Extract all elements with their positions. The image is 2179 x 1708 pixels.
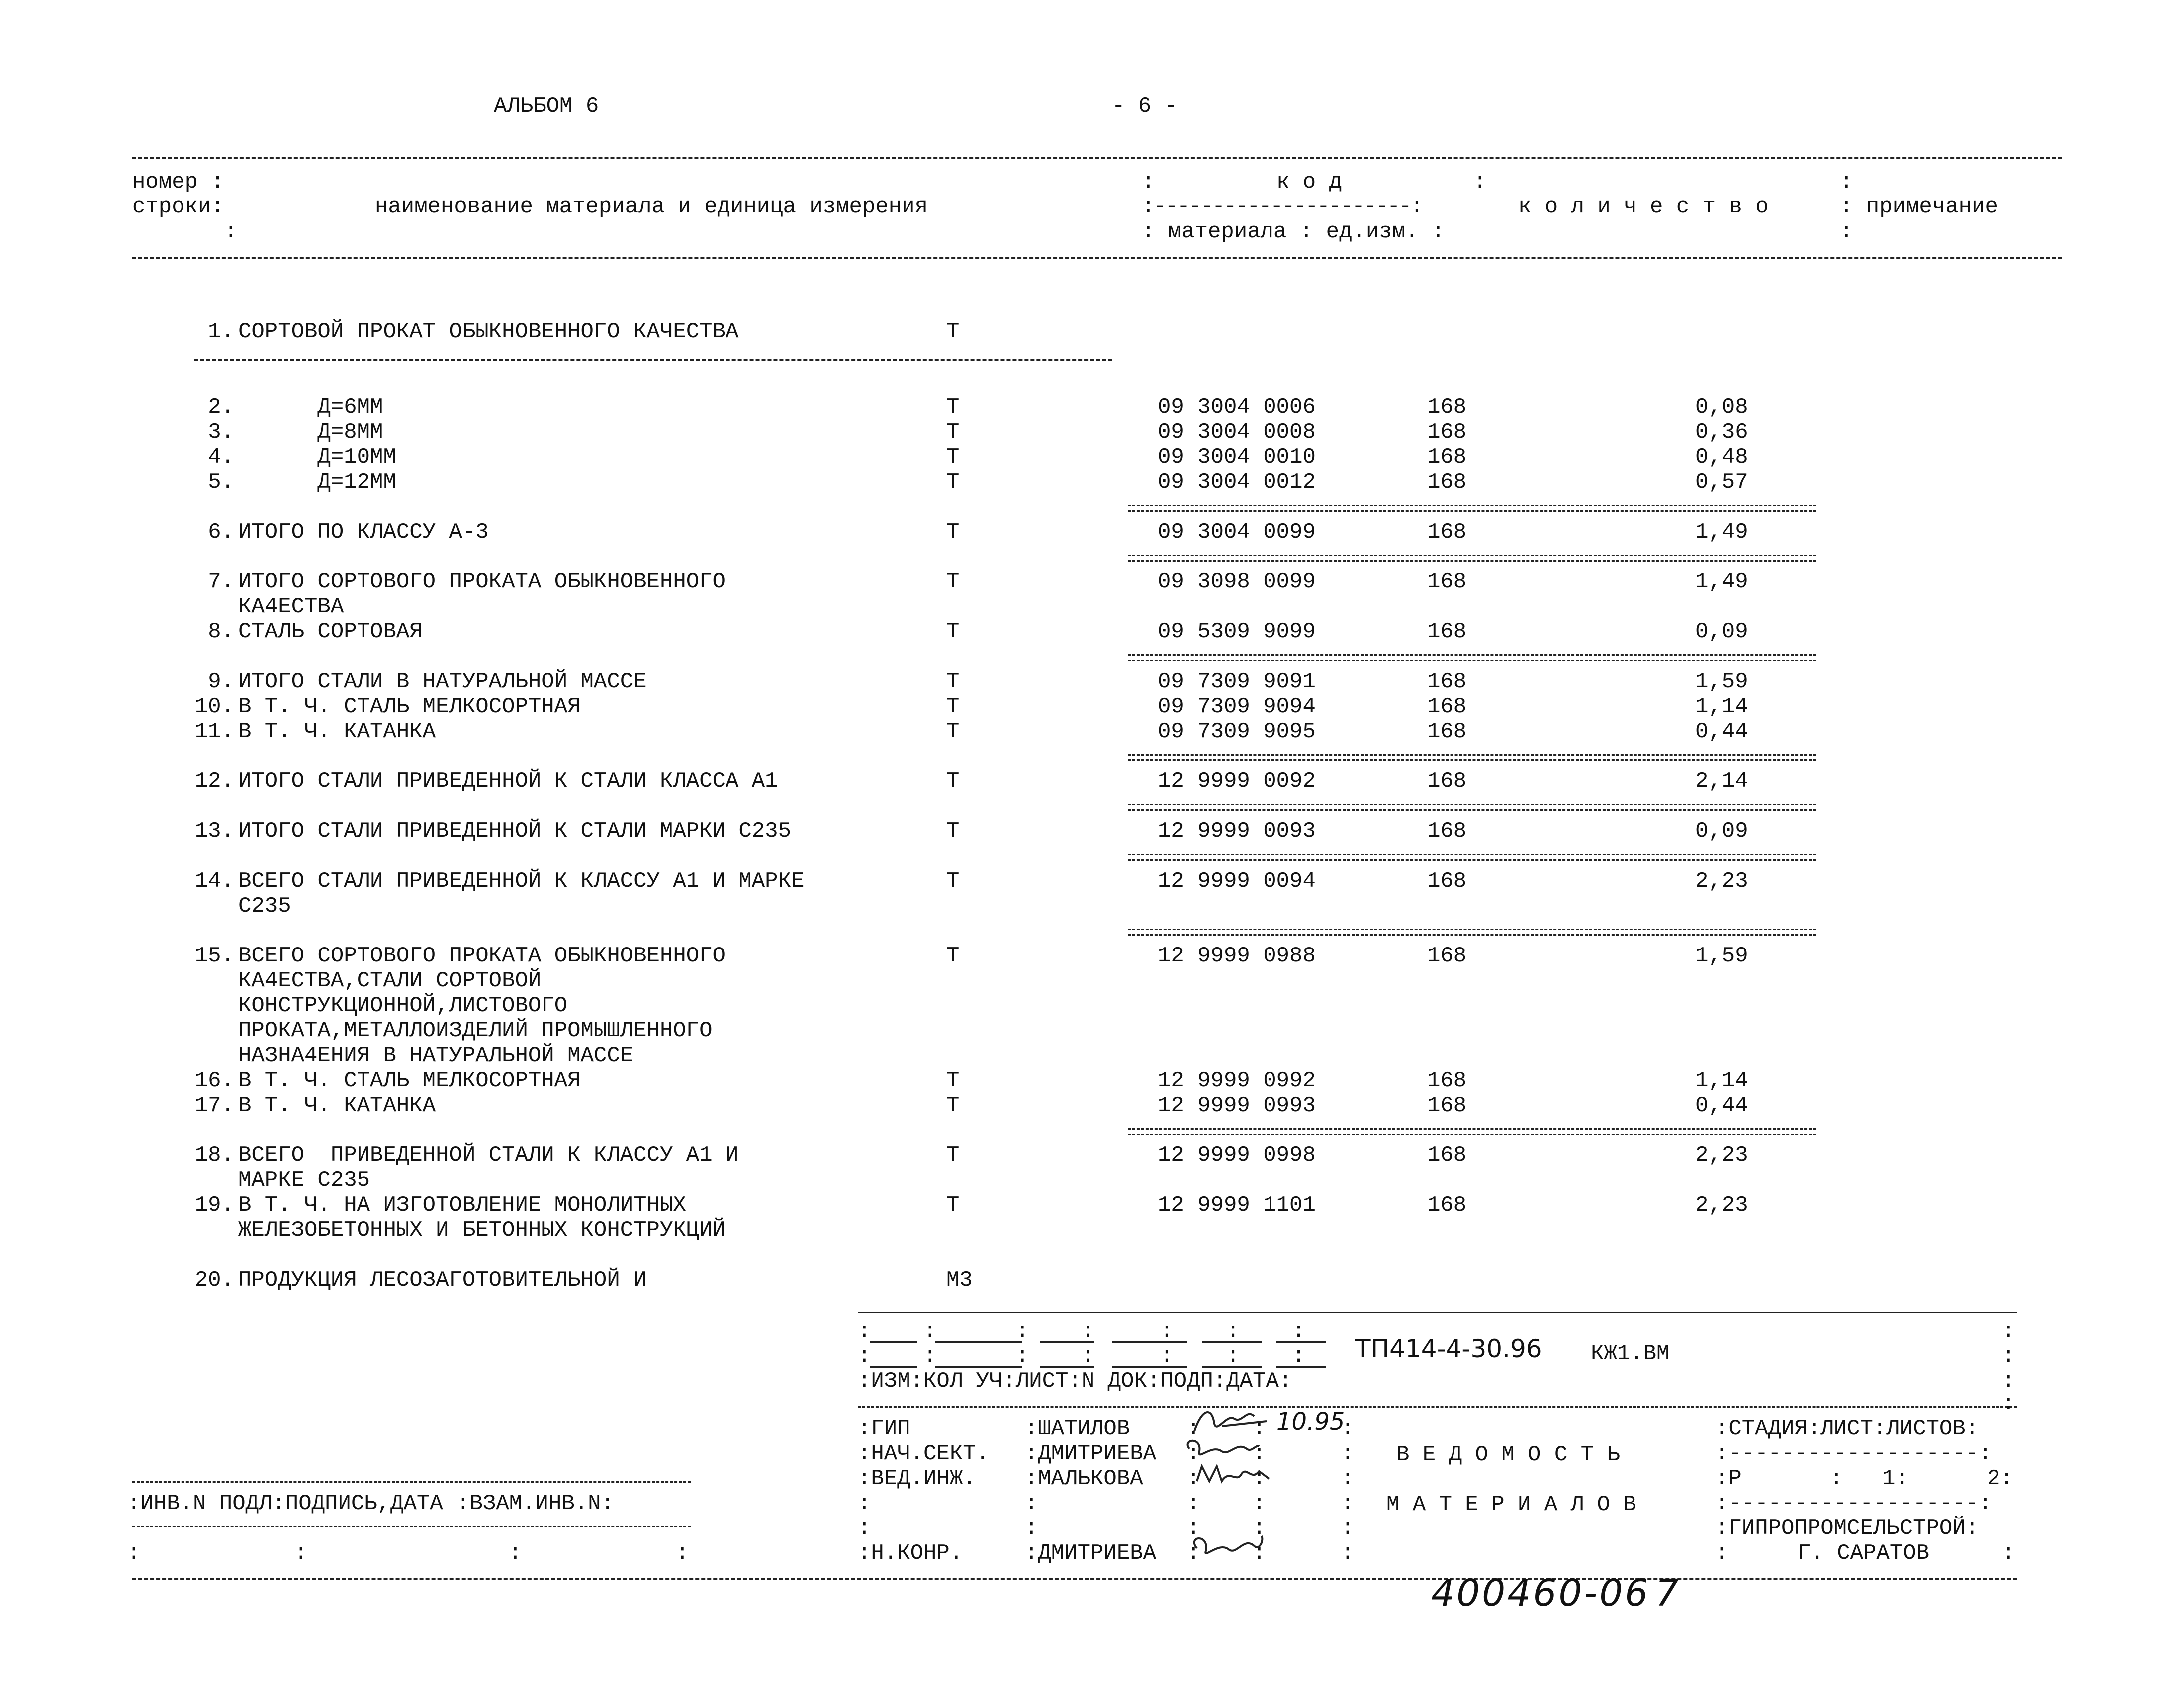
material-code: 12 9999 0998 xyxy=(1158,1143,1316,1168)
sign-date: 10.95 xyxy=(1276,1408,1345,1436)
unit: Т xyxy=(946,694,960,719)
archive-number: 400460-06 xyxy=(1431,1572,1650,1615)
unit: Т xyxy=(946,869,960,894)
quantity: 0,57 xyxy=(1695,470,1748,495)
quantity: 0,09 xyxy=(1695,819,1748,844)
material-name: ИТОГО СОРТОВОГО ПРОКАТА ОБЫКНОВЕННОГО xyxy=(238,569,726,594)
inventory-header: :ИНВ.N ПОДЛ:ПОДПИСЬ,ДАТА :ВЗАМ.ИНВ.N: xyxy=(127,1491,614,1516)
row-number: 14. xyxy=(194,869,234,894)
total-rule xyxy=(1128,804,1816,811)
unit-code: 168 xyxy=(1427,420,1467,445)
signature-dmitrieva-2 xyxy=(1187,1531,1267,1563)
row-number: 20. xyxy=(194,1268,234,1293)
stamp-role: :Н.КОНР. xyxy=(858,1541,963,1566)
material-name: В Т. Ч. КАТАНКА xyxy=(238,1093,436,1118)
stamp-stage-header: :СТАДИЯ:ЛИСТ:ЛИСТОВ: xyxy=(1715,1416,1979,1441)
stamp-sign-columns: : : xyxy=(1187,1491,1266,1516)
material-name: ПРОДУКЦИЯ ЛЕСОЗАГОТОВИТЕЛЬНОЙ И xyxy=(238,1268,647,1293)
stamp-revision-row: : : : : : : : xyxy=(858,1344,1305,1369)
stamp-top-border xyxy=(858,1312,2017,1313)
material-name: В Т. Ч. СТАЛЬ МЕЛКОСОРТНАЯ xyxy=(238,1068,581,1093)
total-rule xyxy=(1128,754,1816,761)
page-number: - 6 - xyxy=(1112,94,1178,119)
stamp-person: : xyxy=(1025,1491,1038,1516)
stamp-column-header: :ИЗМ:КОЛ УЧ:ЛИСТ:N ДОК:ПОДП:ДАТА: xyxy=(858,1369,1292,1394)
stamp-title-line-1: В Е Д О М О С Т Ь xyxy=(1396,1442,1620,1467)
material-name: СОРТОВОЙ ПРОКАТ ОБЫКНОВЕННОГО КАЧЕСТВА xyxy=(238,319,739,344)
material-code: 09 3004 0008 xyxy=(1158,420,1316,445)
stamp-role: : xyxy=(858,1516,871,1541)
material-name: ИТОГО ПО КЛАССУ А-3 xyxy=(238,520,489,545)
row-number: 17. xyxy=(194,1093,234,1118)
unit-code: 168 xyxy=(1427,694,1467,719)
unit-code: 168 xyxy=(1427,1068,1467,1093)
material-name: Д=8ММ xyxy=(238,420,383,445)
inventory-cell: : xyxy=(509,1541,522,1566)
unit: Т xyxy=(946,319,960,344)
row-number: 16. xyxy=(194,1068,234,1093)
header-code-sub: : материала : ед.изм. : xyxy=(1142,219,1445,244)
stamp-stage-sep: :-------------------: xyxy=(1715,1441,1992,1466)
stamp-person: :ДМИТРИЕВА xyxy=(1025,1541,1157,1566)
material-code: 09 5309 9099 xyxy=(1158,619,1316,644)
unit: Т xyxy=(946,944,960,968)
total-rule xyxy=(1128,555,1816,562)
quantity: 0,44 xyxy=(1695,1093,1748,1118)
row-number: 5. xyxy=(208,470,234,495)
row-number: 6. xyxy=(208,520,234,545)
unit: Т xyxy=(946,569,960,594)
stamp-role: : xyxy=(858,1491,871,1516)
quantity: 0,08 xyxy=(1695,395,1748,420)
material-name: С235 xyxy=(238,894,291,919)
unit-code: 168 xyxy=(1427,819,1467,844)
unit-code: 168 xyxy=(1427,869,1467,894)
unit: Т xyxy=(946,395,960,420)
inventory-cell: : xyxy=(127,1541,141,1566)
header-row-no-3: : xyxy=(224,219,238,244)
total-rule xyxy=(1128,505,1816,512)
quantity: 1,49 xyxy=(1695,520,1748,545)
material-code: 09 3004 0012 xyxy=(1158,470,1316,495)
stamp-sign-columns: : : xyxy=(1187,1441,1266,1466)
stamp-role: :НАЧ.СЕКТ. xyxy=(858,1441,990,1466)
unit: Т xyxy=(946,769,960,794)
total-rule xyxy=(1128,929,1816,936)
stamp-role: :ВЕД.ИНЖ. xyxy=(858,1466,976,1491)
row-number: 1. xyxy=(208,319,234,344)
quantity: 2,23 xyxy=(1695,869,1748,894)
material-name: ЖЕЛЕЗОБЕТОННЫХ И БЕТОННЫХ КОНСТРУКЦИЙ xyxy=(238,1218,726,1243)
material-name: КА4ЕСТВА xyxy=(238,594,344,619)
row-number: 18. xyxy=(194,1143,234,1168)
unit: Т xyxy=(946,1068,960,1093)
unit: Т xyxy=(946,1143,960,1168)
album-label: АЛЬБОМ 6 xyxy=(494,94,599,119)
header-code-separator: :----------------------: xyxy=(1142,194,1422,219)
quantity: 2,23 xyxy=(1695,1143,1748,1168)
stamp-sign-columns: : : xyxy=(1187,1541,1266,1566)
row-number: 10. xyxy=(194,694,234,719)
header-top-rule xyxy=(132,157,2062,159)
material-code: 09 3004 0010 xyxy=(1158,445,1316,470)
unit-code: 168 xyxy=(1427,1093,1467,1118)
stamp-colon-col: : : : : : : xyxy=(1341,1416,1355,1566)
stamp-org-colon: : xyxy=(1715,1541,1729,1566)
quantity: 2,14 xyxy=(1695,769,1748,794)
material-name: Д=6ММ xyxy=(238,395,383,420)
header-row-no-2: строки: xyxy=(132,194,224,219)
unit: Т xyxy=(946,719,960,744)
stamp-right-colon: : xyxy=(2002,1369,2015,1394)
inventory-cell: : xyxy=(676,1541,689,1566)
stamp-mid-rule xyxy=(858,1406,2017,1408)
unit-code: 168 xyxy=(1427,395,1467,420)
material-name: ИТОГО СТАЛИ ПРИВЕДЕННОЙ К СТАЛИ МАРКИ С235 xyxy=(238,819,791,844)
stamp-person: :МАЛЬКОВА xyxy=(1025,1466,1143,1491)
material-name: В Т. Ч. СТАЛЬ МЕЛКОСОРТНАЯ xyxy=(238,694,581,719)
stamp-right-colon: : xyxy=(2002,1344,2015,1369)
stamp-title-line-2: М А Т Е Р И А Л О В xyxy=(1386,1492,1636,1517)
stamp-sheets-value: 2: xyxy=(1987,1466,2013,1491)
material-name: ВСЕГО СТАЛИ ПРИВЕДЕННОЙ К КЛАССУ А1 И МАРКЕ xyxy=(238,869,805,894)
stamp-stage-sep: :-------------------: xyxy=(1715,1491,1992,1516)
stamp-doc-code: ТП414-4-30.96 xyxy=(1355,1334,1542,1363)
material-name: КА4ЕСТВА,СТАЛИ СОРТОВОЙ xyxy=(238,968,542,993)
material-code: 09 7309 9091 xyxy=(1158,669,1316,694)
header-note: : примечание xyxy=(1840,194,1998,219)
unit: М3 xyxy=(946,1268,973,1293)
row-number: 19. xyxy=(194,1193,234,1218)
material-name: ПРОКАТА,МЕТАЛЛОИЗДЕЛИЙ ПРОМЫШЛЕННОГО xyxy=(238,1018,713,1043)
unit-code: 168 xyxy=(1427,520,1467,545)
section-rule xyxy=(194,359,1112,361)
material-name: ИТОГО СТАЛИ ПРИВЕДЕННОЙ К СТАЛИ КЛАССА А1 xyxy=(238,769,778,794)
quantity: 1,59 xyxy=(1695,669,1748,694)
unit-code: 168 xyxy=(1427,445,1467,470)
signature-malkova xyxy=(1194,1459,1274,1489)
stamp-bottom-rule xyxy=(132,1578,2017,1580)
quantity: 0,48 xyxy=(1695,445,1748,470)
material-name: ВСЕГО СОРТОВОГО ПРОКАТА ОБЫКНОВЕННОГО xyxy=(238,944,726,968)
unit-code: 168 xyxy=(1427,944,1467,968)
quantity: 1,14 xyxy=(1695,694,1748,719)
stamp-org-colon: : xyxy=(2002,1541,2015,1566)
stamp-person: :ШАТИЛОВ xyxy=(1025,1416,1130,1441)
unit: Т xyxy=(946,470,960,495)
row-number: 7. xyxy=(208,569,234,594)
total-rule xyxy=(1128,1128,1816,1135)
material-name: КОНСТРУКЦИОННОЙ,ЛИСТОВОГО xyxy=(238,993,568,1018)
header-code-colon-b: : xyxy=(1473,170,1487,194)
material-name: МАРКЕ С235 xyxy=(238,1168,370,1193)
material-name: ИТОГО СТАЛИ В НАТУРАЛЬНОЙ МАССЕ xyxy=(238,669,647,694)
row-number: 11. xyxy=(194,719,234,744)
total-rule xyxy=(1128,854,1816,861)
unit-code: 168 xyxy=(1427,1193,1467,1218)
material-code: 12 9999 0093 xyxy=(1158,819,1316,844)
header-row-no-1: номер : xyxy=(132,170,224,194)
header-material-name: наименование материала и единица измерения xyxy=(375,194,928,219)
unit: Т xyxy=(946,420,960,445)
inventory-top-rule xyxy=(132,1481,691,1483)
material-code: 12 9999 1101 xyxy=(1158,1193,1316,1218)
row-number: 3. xyxy=(208,420,234,445)
material-name: Д=12ММ xyxy=(238,470,396,495)
header-note-colon-1: : xyxy=(1840,170,1853,194)
material-code: 09 3004 0099 xyxy=(1158,520,1316,545)
unit-code: 168 xyxy=(1427,470,1467,495)
total-rule xyxy=(1128,654,1816,661)
stamp-person: : xyxy=(1025,1516,1038,1541)
material-code: 09 3004 0006 xyxy=(1158,395,1316,420)
material-name: НАЗНА4ЕНИЯ В НАТУРАЛЬНОЙ МАССЕ xyxy=(238,1043,634,1068)
row-number: 9. xyxy=(208,669,234,694)
header-code-title: к о д xyxy=(1276,170,1343,194)
row-number: 12. xyxy=(194,769,234,794)
unit: Т xyxy=(946,669,960,694)
material-name: Д=10ММ xyxy=(238,445,396,470)
material-name: СТАЛЬ СОРТОВАЯ xyxy=(238,619,423,644)
stamp-revision-row: : : : : : : : xyxy=(858,1319,1305,1344)
unit-code: 168 xyxy=(1427,619,1467,644)
stamp-person: :ДМИТРИЕВА xyxy=(1025,1441,1157,1466)
unit: Т xyxy=(946,619,960,644)
stamp-right-colon: : xyxy=(2002,1391,2015,1416)
stamp-sign-columns: : : xyxy=(1187,1466,1266,1491)
unit-code: 168 xyxy=(1427,719,1467,744)
material-code: 09 7309 9095 xyxy=(1158,719,1316,744)
unit-code: 168 xyxy=(1427,1143,1467,1168)
unit: Т xyxy=(946,1193,960,1218)
quantity: 0,44 xyxy=(1695,719,1748,744)
header-quantity: к о л и ч е с т в о xyxy=(1518,194,1769,219)
unit: Т xyxy=(946,520,960,545)
material-code: 09 7309 9094 xyxy=(1158,694,1316,719)
inventory-mid-rule xyxy=(132,1526,691,1527)
material-name: В Т. Ч. КАТАНКА xyxy=(238,719,436,744)
unit: Т xyxy=(946,445,960,470)
material-code: 12 9999 0094 xyxy=(1158,869,1316,894)
stamp-stage-value: :Р xyxy=(1715,1466,1742,1491)
stamp-stage-colon: : xyxy=(1830,1466,1843,1491)
stamp-sheet-code: КЖ1.ВМ xyxy=(1591,1341,1670,1366)
material-name: ВСЕГО ПРИВЕДЕННОЙ СТАЛИ К КЛАССУ А1 И xyxy=(238,1143,739,1168)
row-number: 4. xyxy=(208,445,234,470)
row-number: 8. xyxy=(208,619,234,644)
unit-code: 168 xyxy=(1427,769,1467,794)
unit: Т xyxy=(946,819,960,844)
quantity: 2,23 xyxy=(1695,1193,1748,1218)
quantity: 0,36 xyxy=(1695,420,1748,445)
stamp-sheet-value: 1: xyxy=(1882,1466,1909,1491)
row-number: 2. xyxy=(208,395,234,420)
archive-sheet: 7 xyxy=(1655,1572,1679,1615)
unit-code: 168 xyxy=(1427,669,1467,694)
stamp-right-colon: : xyxy=(2002,1319,2015,1344)
row-number: 13. xyxy=(194,819,234,844)
stamp-role: :ГИП xyxy=(858,1416,910,1441)
material-name: В Т. Ч. НА ИЗГОТОВЛЕНИЕ МОНОЛИТНЫХ xyxy=(238,1193,686,1218)
stamp-sign-columns: : : xyxy=(1187,1516,1266,1541)
quantity: 1,14 xyxy=(1695,1068,1748,1093)
stamp-organization: :ГИПРОПРОМСЕЛЬСТРОЙ: xyxy=(1715,1516,1979,1541)
material-code: 12 9999 0092 xyxy=(1158,769,1316,794)
header-note-colon-3: : xyxy=(1840,219,1853,244)
material-code: 12 9999 0992 xyxy=(1158,1068,1316,1093)
unit-code: 168 xyxy=(1427,569,1467,594)
unit: Т xyxy=(946,1093,960,1118)
quantity: 0,09 xyxy=(1695,619,1748,644)
stamp-sign-columns: : : xyxy=(1187,1416,1266,1441)
header-bottom-rule xyxy=(132,257,2062,259)
quantity: 1,49 xyxy=(1695,569,1748,594)
material-code: 12 9999 0993 xyxy=(1158,1093,1316,1118)
material-code: 09 3098 0099 xyxy=(1158,569,1316,594)
material-code: 12 9999 0988 xyxy=(1158,944,1316,968)
row-number: 15. xyxy=(194,944,234,968)
stamp-city: Г. САРАТОВ xyxy=(1798,1541,1930,1566)
quantity: 1,59 xyxy=(1695,944,1748,968)
header-code-colon-a: : xyxy=(1142,170,1155,194)
inventory-cell: : xyxy=(294,1541,308,1566)
